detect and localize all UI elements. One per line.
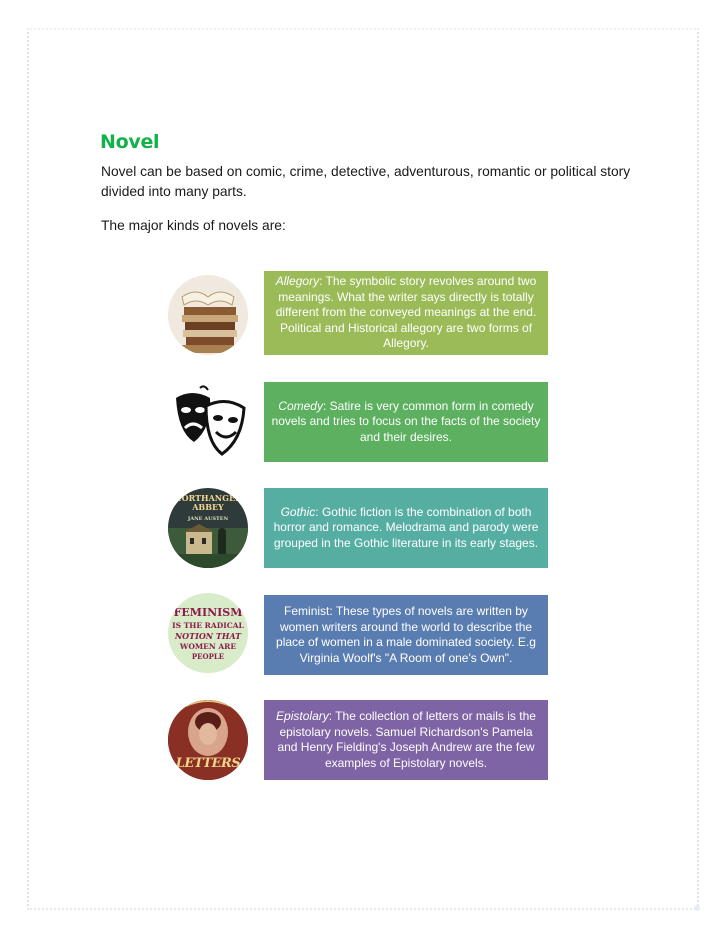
northanger-abbey-cover-icon: NORTHANGER ABBEY JANE AUSTEN	[168, 488, 248, 568]
page-title: Novel	[100, 131, 160, 153]
list-intro: The major kinds of novels are:	[101, 218, 286, 233]
feminism-badge-icon: FEMINISM IS THE RADICAL NOTION THAT WOMEN ARE PEOPLE	[168, 593, 248, 673]
gothic-box: Gothic: Gothic fiction is the combination of both horror and romance. Melodrama and parody were grouped in the Gothic literature in its early stages.	[264, 488, 548, 568]
allegory-box: Allegory: The symbolic story revolves around two meanings. What the writer says directly is totally different from the conveyed meanings at the end. Political and Historical allegory are two forms of Allegory.	[264, 271, 548, 355]
page-corner-mark	[694, 905, 700, 911]
epistolary-box: Epistolary: The collection of letters or mails is the epistolary novels. Samuel Richardson's Pamela and Henry Fielding's Joseph Andrew are the few examples of Epistolary novels.	[264, 700, 548, 780]
theater-masks-icon	[170, 380, 252, 462]
feminist-box: Feminist: These types of novels are written by women writers around the world to describe the place of women in a male dominated society. E.g Virginia Woolf's "A Room of one's Own".	[264, 595, 548, 675]
intro-paragraph: Novel can be based on comic, crime, detective, adventurous, romantic or political story divided into many parts.	[101, 164, 631, 199]
letters-cover-icon: LETTERS	[168, 700, 248, 780]
comedy-box: Comedy: Satire is very common form in comedy novels and tries to focus on the facts of the society and their desires.	[264, 382, 548, 462]
books-icon	[168, 275, 248, 355]
